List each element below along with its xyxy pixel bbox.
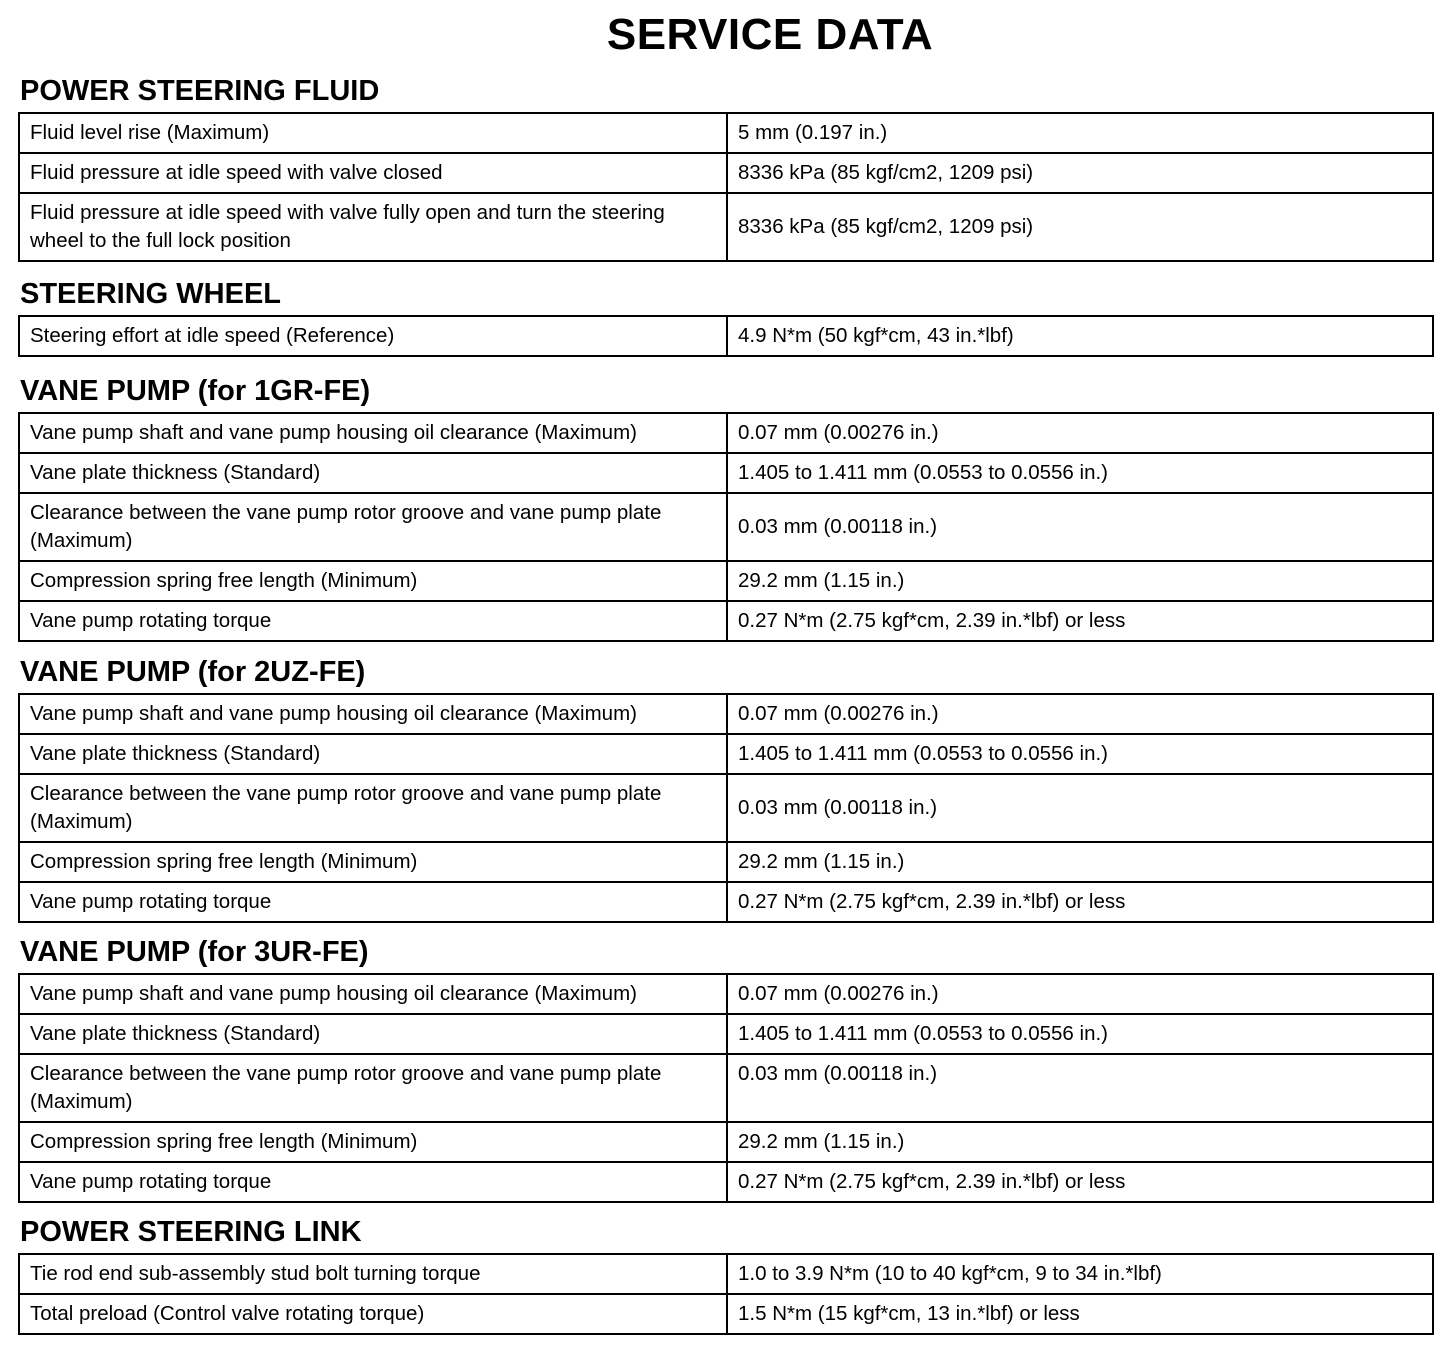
section-power-steering-fluid: [18, 74, 1434, 262]
param-cell: Compression spring free length (Minimum): [19, 561, 727, 601]
table-row: [19, 1014, 1433, 1054]
value-cell: 0.27 N*m (2.75 kgf*cm, 2.39 in.*lbf) or less: [727, 882, 1433, 922]
param-cell: Vane pump shaft and vane pump housing oil clearance (Maximum): [19, 974, 727, 1014]
value-cell: 0.07 mm (0.00276 in.): [727, 413, 1433, 453]
table-row: [19, 734, 1433, 774]
table-row: [19, 316, 1433, 356]
value-cell: 0.03 mm (0.00118 in.): [727, 493, 1433, 561]
value-cell: 0.07 mm (0.00276 in.): [727, 974, 1433, 1014]
value-cell: 1.405 to 1.411 mm (0.0553 to 0.0556 in.): [727, 734, 1433, 774]
value-cell: 29.2 mm (1.15 in.): [727, 842, 1433, 882]
spec-table: [18, 973, 1434, 1203]
table-row: [19, 974, 1433, 1014]
value-cell: 0.03 mm (0.00118 in.): [727, 774, 1433, 842]
param-cell: Fluid pressure at idle speed with valve closed: [19, 153, 727, 193]
section-steering-wheel: [18, 277, 1434, 357]
table-row: [19, 1054, 1433, 1122]
table-row: [19, 694, 1433, 734]
table-row: [19, 453, 1433, 493]
value-cell: 8336 kPa (85 kgf/cm2, 1209 psi): [727, 153, 1433, 193]
section-heading: VANE PUMP (for 2UZ-FE): [20, 656, 366, 688]
spec-table: [18, 315, 1434, 357]
param-cell: Clearance between the vane pump rotor groove and vane pump plate (Maximum): [19, 493, 727, 561]
param-cell: Compression spring free length (Minimum): [19, 842, 727, 882]
table-row: [19, 842, 1433, 882]
spec-table: [18, 112, 1434, 262]
value-cell: 0.27 N*m (2.75 kgf*cm, 2.39 in.*lbf) or less: [727, 601, 1433, 641]
value-cell: 29.2 mm (1.15 in.): [727, 561, 1433, 601]
table-row: [19, 153, 1433, 193]
param-cell: Vane plate thickness (Standard): [19, 453, 727, 493]
value-cell: 4.9 N*m (50 kgf*cm, 43 in.*lbf): [727, 316, 1433, 356]
value-cell: 0.27 N*m (2.75 kgf*cm, 2.39 in.*lbf) or less: [727, 1162, 1433, 1202]
table-row: [19, 1162, 1433, 1202]
param-cell: Clearance between the vane pump rotor groove and vane pump plate (Maximum): [19, 1054, 727, 1122]
param-cell: Total preload (Control valve rotating torque): [19, 1294, 727, 1334]
table-row: [19, 493, 1433, 561]
section-vane-pump-1gr-fe: [18, 374, 1434, 642]
param-cell: Vane pump rotating torque: [19, 1162, 727, 1202]
section-heading: POWER STEERING LINK: [20, 1216, 362, 1248]
table-row: [19, 561, 1433, 601]
spec-table: [18, 1253, 1434, 1335]
param-cell: Fluid pressure at idle speed with valve fully open and turn the steering wheel to the full lock position: [19, 193, 727, 261]
section-heading: POWER STEERING FLUID: [20, 75, 380, 107]
value-cell: 1.405 to 1.411 mm (0.0553 to 0.0556 in.): [727, 1014, 1433, 1054]
param-cell: Vane plate thickness (Standard): [19, 1014, 727, 1054]
value-cell: 5 mm (0.197 in.): [727, 113, 1433, 153]
table-row: [19, 1294, 1433, 1334]
value-cell: 1.0 to 3.9 N*m (10 to 40 kgf*cm, 9 to 34 in.*lbf): [727, 1254, 1433, 1294]
table-row: [19, 774, 1433, 842]
param-cell: Vane pump rotating torque: [19, 601, 727, 641]
table-row: [19, 601, 1433, 641]
param-cell: Vane pump shaft and vane pump housing oil clearance (Maximum): [19, 694, 727, 734]
section-heading: STEERING WHEEL: [20, 278, 282, 310]
table-row: [19, 882, 1433, 922]
param-cell: Vane plate thickness (Standard): [19, 734, 727, 774]
table-row: [19, 1122, 1433, 1162]
value-cell: 0.07 mm (0.00276 in.): [727, 694, 1433, 734]
value-cell: 8336 kPa (85 kgf/cm2, 1209 psi): [727, 193, 1433, 261]
param-cell: Fluid level rise (Maximum): [19, 113, 727, 153]
value-cell: 29.2 mm (1.15 in.): [727, 1122, 1433, 1162]
page-title: SERVICE DATA: [606, 10, 934, 59]
param-cell: Steering effort at idle speed (Reference): [19, 316, 727, 356]
value-cell: 1.5 N*m (15 kgf*cm, 13 in.*lbf) or less: [727, 1294, 1433, 1334]
section-vane-pump-3ur-fe: [18, 935, 1434, 1203]
table-row: [19, 193, 1433, 261]
param-cell: Clearance between the vane pump rotor groove and vane pump plate (Maximum): [19, 774, 727, 842]
table-row: [19, 1254, 1433, 1294]
section-power-steering-link: [18, 1215, 1434, 1335]
param-cell: Vane pump rotating torque: [19, 882, 727, 922]
table-row: [19, 413, 1433, 453]
spec-table: [18, 412, 1434, 642]
table-row: [19, 113, 1433, 153]
section-heading: VANE PUMP (for 3UR-FE): [20, 936, 369, 968]
param-cell: Compression spring free length (Minimum): [19, 1122, 727, 1162]
value-cell: 1.405 to 1.411 mm (0.0553 to 0.0556 in.): [727, 453, 1433, 493]
section-vane-pump-2uz-fe: [18, 655, 1434, 923]
param-cell: Tie rod end sub-assembly stud bolt turning torque: [19, 1254, 727, 1294]
param-cell: Vane pump shaft and vane pump housing oil clearance (Maximum): [19, 413, 727, 453]
spec-table: [18, 693, 1434, 923]
section-heading: VANE PUMP (for 1GR-FE): [20, 375, 371, 407]
value-cell: 0.03 mm (0.00118 in.): [727, 1054, 1433, 1122]
